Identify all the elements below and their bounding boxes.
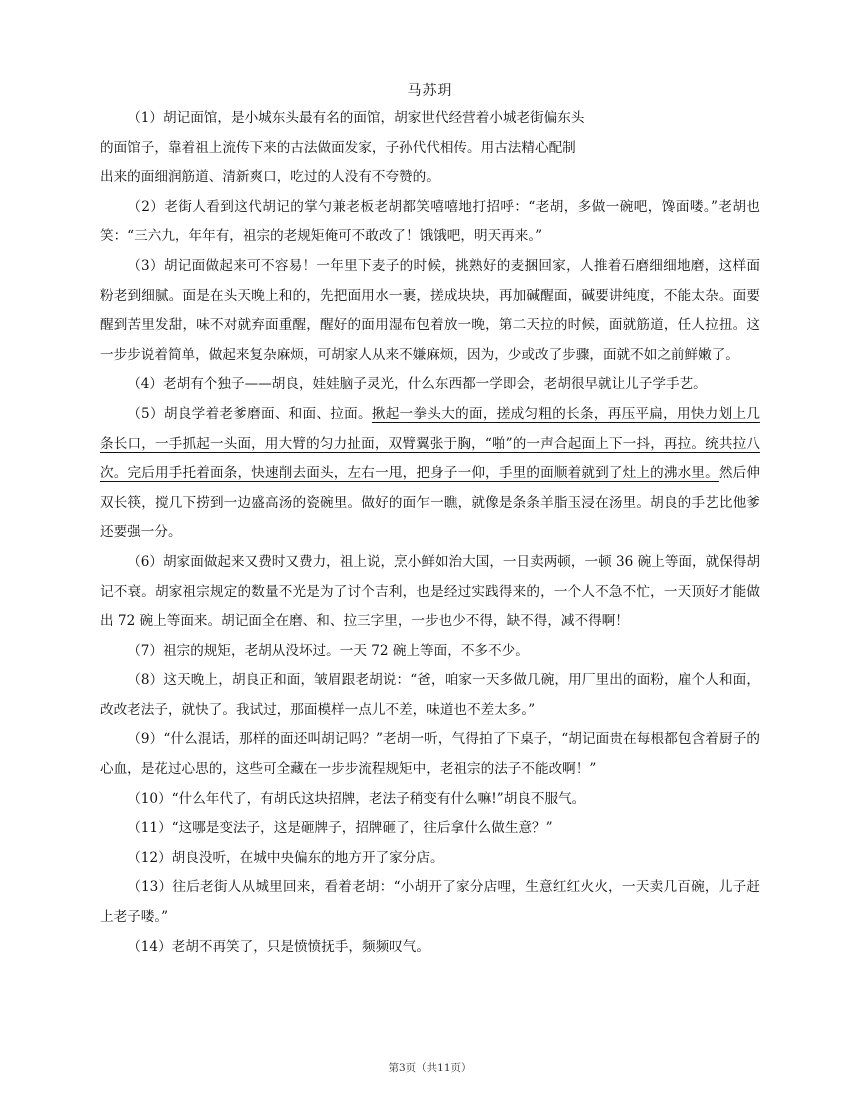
paragraph-5-ending: 然后伸双长筷，搅几下捞到一边盛高汤的瓷碗里。做好的面乍一瞧，就像是条条羊脂玉浸在汤里。胡良的手艺比他爹还要强一分。: [100, 465, 761, 541]
page-number-footer: 第3页（共11页）: [388, 1062, 472, 1074]
paragraph-3: （3）胡记面做起来可不容易！一年里下麦子的时候，挑熟好的麦捆回家，人推着石磨细细地磨，这样面粉老到细腻。面是在头天晚上和的，先把面用水一裹，搓成块块，再加碱醒面，碱要讲纯度，不能太杂。面要醒到苦里发甜，味不对就弃面重醒，醒好的面用湿布包着放一晚，第二天拉的时候，面就筋道，任人拉扭。这一步步说着简单，做起来复杂麻烦，可胡家人从来不嫌麻烦，因为，少或改了步骤，面就不如之前鲜嫩了。: [100, 257, 760, 363]
paragraph-1-line-3: 出来的面细润筋道、清新爽口，吃过的人没有不夸赞的。: [100, 169, 440, 186]
paragraph-9: （9）“什么混话，那样的面还叫胡记吗？”老胡一听，气得拍了下桌子，“胡记面贵在每根都包含着厨子的心血，是花过心思的，这些可全藏在一步步流程规矩中，老祖宗的法子不能改啊！”: [100, 731, 760, 778]
paragraph-5-intro: （5）胡良学着老爹磨面、和面、拉面。: [127, 405, 372, 422]
paragraph-5-underlined-passage: 揪起一拳头大的面，搓成匀粗的长条，再压平扁，用快力划上几条长口，一手抓起一头面，用大臂的匀力扯面，双臂翼张于胸，“啪”的一声合起面上下一抖，再拉。统共拉八次。完后用手托着面条，快速削去面头，左右一甩，把身子一仰，手里的面顺着就到了灶上的沸水里。: [100, 405, 760, 482]
article-body: [100, 104, 760, 962]
paragraph-6: （6）胡家面做起来又费时又费力，祖上说，烹小鲜如治大国，一日卖两顿，一顿 36 碗上等面，就保得胡记不衰。胡家祖宗规定的数量不光是为了讨个吉利，也是经过实践得来的，一个人不急不忙，一天顶好才能做出 72 碗上等面来。胡记面全在磨、和、拉三字里，一步也少不得，缺不得，减不得啊！: [100, 553, 760, 630]
paragraph-12: （12）胡良没听，在城中央偏东的地方开了家分店。: [127, 849, 444, 866]
paragraph-5: [100, 400, 760, 548]
paragraph-14: （14）老胡不再笑了，只是愤愤抚手，频频叹气。: [127, 938, 430, 955]
paragraph-7: （7）祖宗的规矩，老胡从没坏过。一天 72 碗上等面，不多不少。: [127, 642, 529, 659]
author-name: 马苏玥: [407, 83, 453, 99]
paragraph-13: （13）往后老街人从城里回来，看着老胡：“小胡开了家分店哩，生意红红火火，一天卖几百碗，儿子赶上老子喽。”: [100, 879, 760, 926]
paragraph-2: （2）老街人看到这代胡记的掌勺兼老板老胡都笑嘻嘻地打招呼：“老胡，多做一碗吧，馋面喽。”老胡也笑：“三六九，年年有，祖宗的老规矩俺可不敢改了！饿饿吧，明天再来。”: [100, 198, 760, 245]
paragraph-8: （8）这天晚上，胡良正和面，皱眉跟老胡说：“爸，咱家一天多做几碗，用厂里出的面粉，雇个人和面，改改老法子，就快了。我试过，那面模样一点儿不差，味道也不差太多。”: [100, 672, 760, 718]
paragraph-11: （11）“这哪是变法子，这是砸牌子，招牌砸了，往后拿什么做生意？”: [127, 820, 553, 837]
paragraph-10: （10）“什么年代了，有胡氏这块招牌，老法子稍变有什么嘛!”胡良不服气。: [127, 790, 586, 807]
paragraph-4: （4）老胡有个独子——胡良，娃娃脑子灵光，什么东西都一学即会，老胡很早就让儿子学手艺。: [127, 376, 707, 393]
paragraph-1-line-1: （1）胡记面馆，是小城东头最有名的面馆，胡家世代经营着小城老街偏东头: [127, 110, 585, 126]
paragraph-1-line-2: 的面馆子，靠着祖上流传下来的古法做面发家，子孙代代相传。用古法精心配制: [100, 139, 576, 156]
